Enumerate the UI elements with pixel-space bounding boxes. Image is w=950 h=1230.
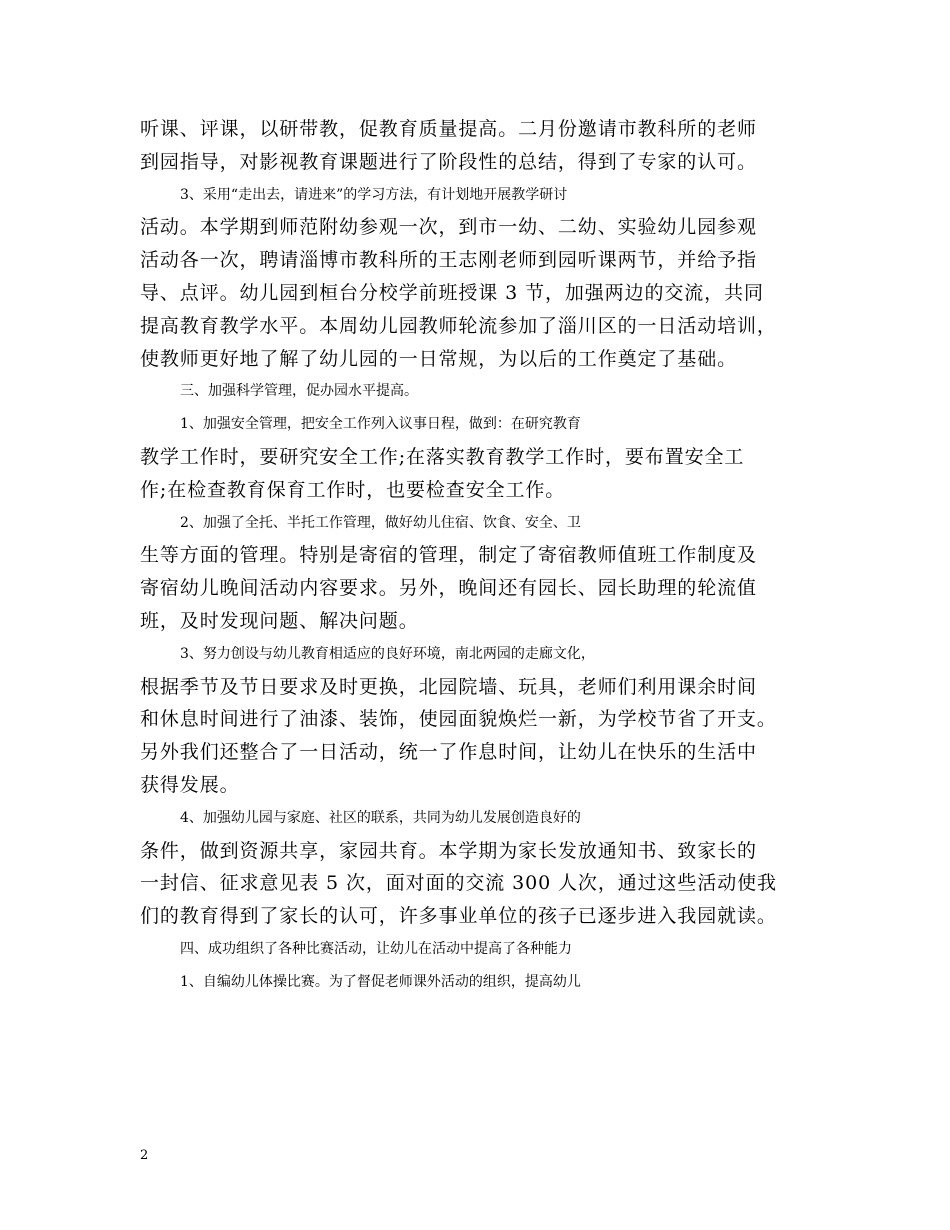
text-line: 生等方面的管理。特别是寄宿的管理，制定了寄宿教师值班工作制度及 — [140, 544, 757, 567]
text-line: 1、自编幼儿体操比赛。为了督促老师课外活动的组织，提高幼儿 — [180, 973, 581, 990]
text-line: 4、加强幼儿园与家庭、社区的联系，共同为幼儿发展创造良好的 — [180, 809, 581, 826]
text-line: 提高教育教学水平。本周幼儿园教师轮流参加了淄川区的一日活动培训， — [140, 314, 777, 337]
text-line: 3、采用“走出去，请进来”的学习方法，有计划地开展教学研讨 — [180, 186, 568, 203]
text-line: 活动各一次，聘请淄博市教科所的王志刚老师到园听课两节，并给予指 — [140, 249, 757, 272]
text-line: 一封信、征求意见表 5 次，面对面的交流 300 人次，通过这些活动使我 — [140, 872, 777, 895]
text-line: 三、加强科学管理，促办园水平提高。 — [180, 383, 418, 400]
text-line: 另外我们还整合了一日活动，统一了作息时间，让幼儿在快乐的生活中 — [140, 741, 757, 764]
text-line: 2、加强了全托、半托工作管理，做好幼儿住宿、饮食、安全、卫 — [180, 514, 581, 531]
text-line: 根据季节及节日要求及时更换，北园院墙、玩具，老师们利用课余时间 — [140, 675, 757, 698]
text-line: 3、努力创设与幼儿教育相适应的良好环境，南北两园的走廊文化， — [180, 645, 595, 662]
text-line: 教学工作时，要研究安全工作;在落实教育教学工作时，要布置安全工 — [140, 445, 745, 468]
text-line: 活动。本学期到师范附幼参观一次，到市一幼、二幼、实验幼儿园参观 — [140, 216, 757, 239]
text-line: 导、点评。幼儿园到桓台分校学前班授课 3 节，加强两边的交流，共同 — [140, 281, 764, 304]
text-line: 1、加强安全管理，把安全工作列入议事日程，做到：在研究教育 — [180, 416, 581, 433]
text-line: 和休息时间进行了油漆、装饰，使园面貌焕烂一新，为学校节省了开支。 — [140, 708, 777, 731]
text-line: 四、成功组织了各种比赛活动，让幼儿在活动中提高了各种能力 — [180, 940, 572, 957]
text-line: 使教师更好地了解了幼儿园的一日常规，为以后的工作奠定了基础。 — [140, 347, 738, 370]
text-line: 到园指导，对影视教育课题进行了阶段性的总结，得到了专家的认可。 — [140, 150, 757, 173]
text-line: 作;在检查教育保育工作时，也要检查安全工作。 — [140, 478, 566, 501]
text-line: 条件，做到资源共享，家园共育。本学期为家长发放通知书、致家长的 — [140, 839, 757, 862]
text-line: 班，及时发现问题、解决问题。 — [140, 609, 419, 632]
page-number: 2 — [140, 1148, 149, 1163]
document-body — [140, 113, 820, 999]
text-line: 们的教育得到了家长的认可，许多事业单位的孩子已逐步进入我园就读。 — [140, 905, 777, 928]
text-line: 寄宿幼儿晚间活动内容要求。另外，晚间还有园长、园长助理的轮流值 — [140, 577, 757, 600]
text-line: 听课、评课，以研带教，促教育质量提高。二月份邀请市教科所的老师 — [140, 118, 757, 140]
text-line: 获得发展。 — [140, 773, 240, 796]
